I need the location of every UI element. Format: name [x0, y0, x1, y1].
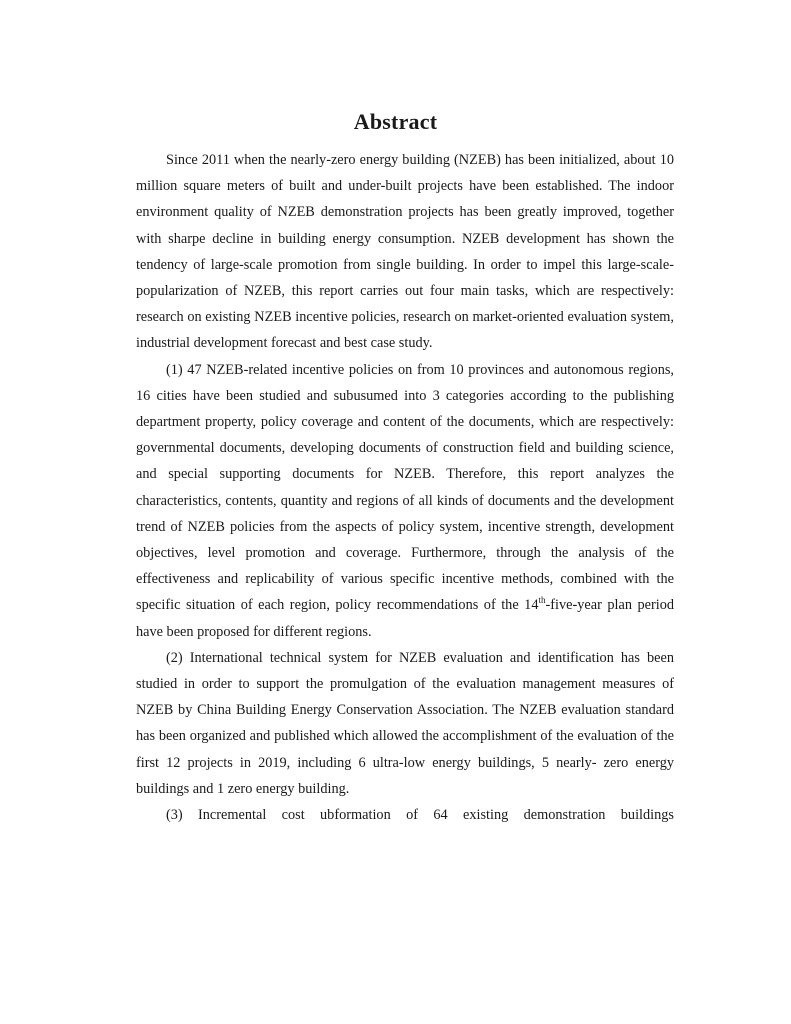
ordinal-superscript: th	[538, 595, 546, 606]
paragraph-text: (1) 47 NZEB-related incentive policies on from 10 provinces and autonomous regions, 16 cities have been studied and subusumed into 3 categories according to the publishing department property, policy coverage and content of the documents, which are respectively: governmental documents, developing documents of construction field and building science, and special supporting documents for NZEB. Therefore, this report analyzes the characteristics, contents, quantity and regions of all kinds of documents and the development trend of NZEB policies from the aspects of policy system, incentive strength, development objectives, level promotion and coverage. Furthermore, through the analysis of the effectiveness and replicability of various specific incentive methods, combined with the specific situation of each region, policy recommendations of the 14	[136, 361, 674, 614]
page-title: Abstract	[353, 108, 438, 134]
paragraph-item-2	[136, 645, 674, 802]
paragraph-intro	[136, 147, 674, 357]
abstract-body	[136, 147, 674, 828]
paragraph-text: Since 2011 when the nearly-zero energy building (NZEB) has been initialized, about 10 million square meters of built and under-built projects have been established. The indoor environment quality of NZEB demonstration projects has been greatly improved, together with sharpe decline in building energy consumption. NZEB development has shown the tendency of large-scale promotion from single building. In order to impel this large-scale-popularization of NZEB, this report carries out four main tasks, which are respectively: research on existing NZEB incentive policies, research on market-oriented evaluation system, industrial development forecast and best case study.	[136, 152, 674, 352]
paragraph-text-continued: -five-year plan period have been proposed for different regions.	[136, 597, 674, 640]
paragraph-item-3	[136, 802, 674, 828]
paragraph-item-1	[136, 357, 674, 645]
paragraph-text: (3) Incremental cost ubformation of 64 existing demonstration buildings	[166, 807, 674, 824]
paragraph-text: (2) International technical system for NZEB evaluation and identification has been studied in order to support the promulgation of the evaluation management measures of NZEB by China Building Energy Conservation Association. The NZEB evaluation standard has been organized and published which allowed the accomplishment of the evaluation of the first 12 projects in 2019, including 6 ultra-low energy buildings, 5 nearly- zero energy buildings and 1 zero energy building.	[136, 649, 674, 797]
